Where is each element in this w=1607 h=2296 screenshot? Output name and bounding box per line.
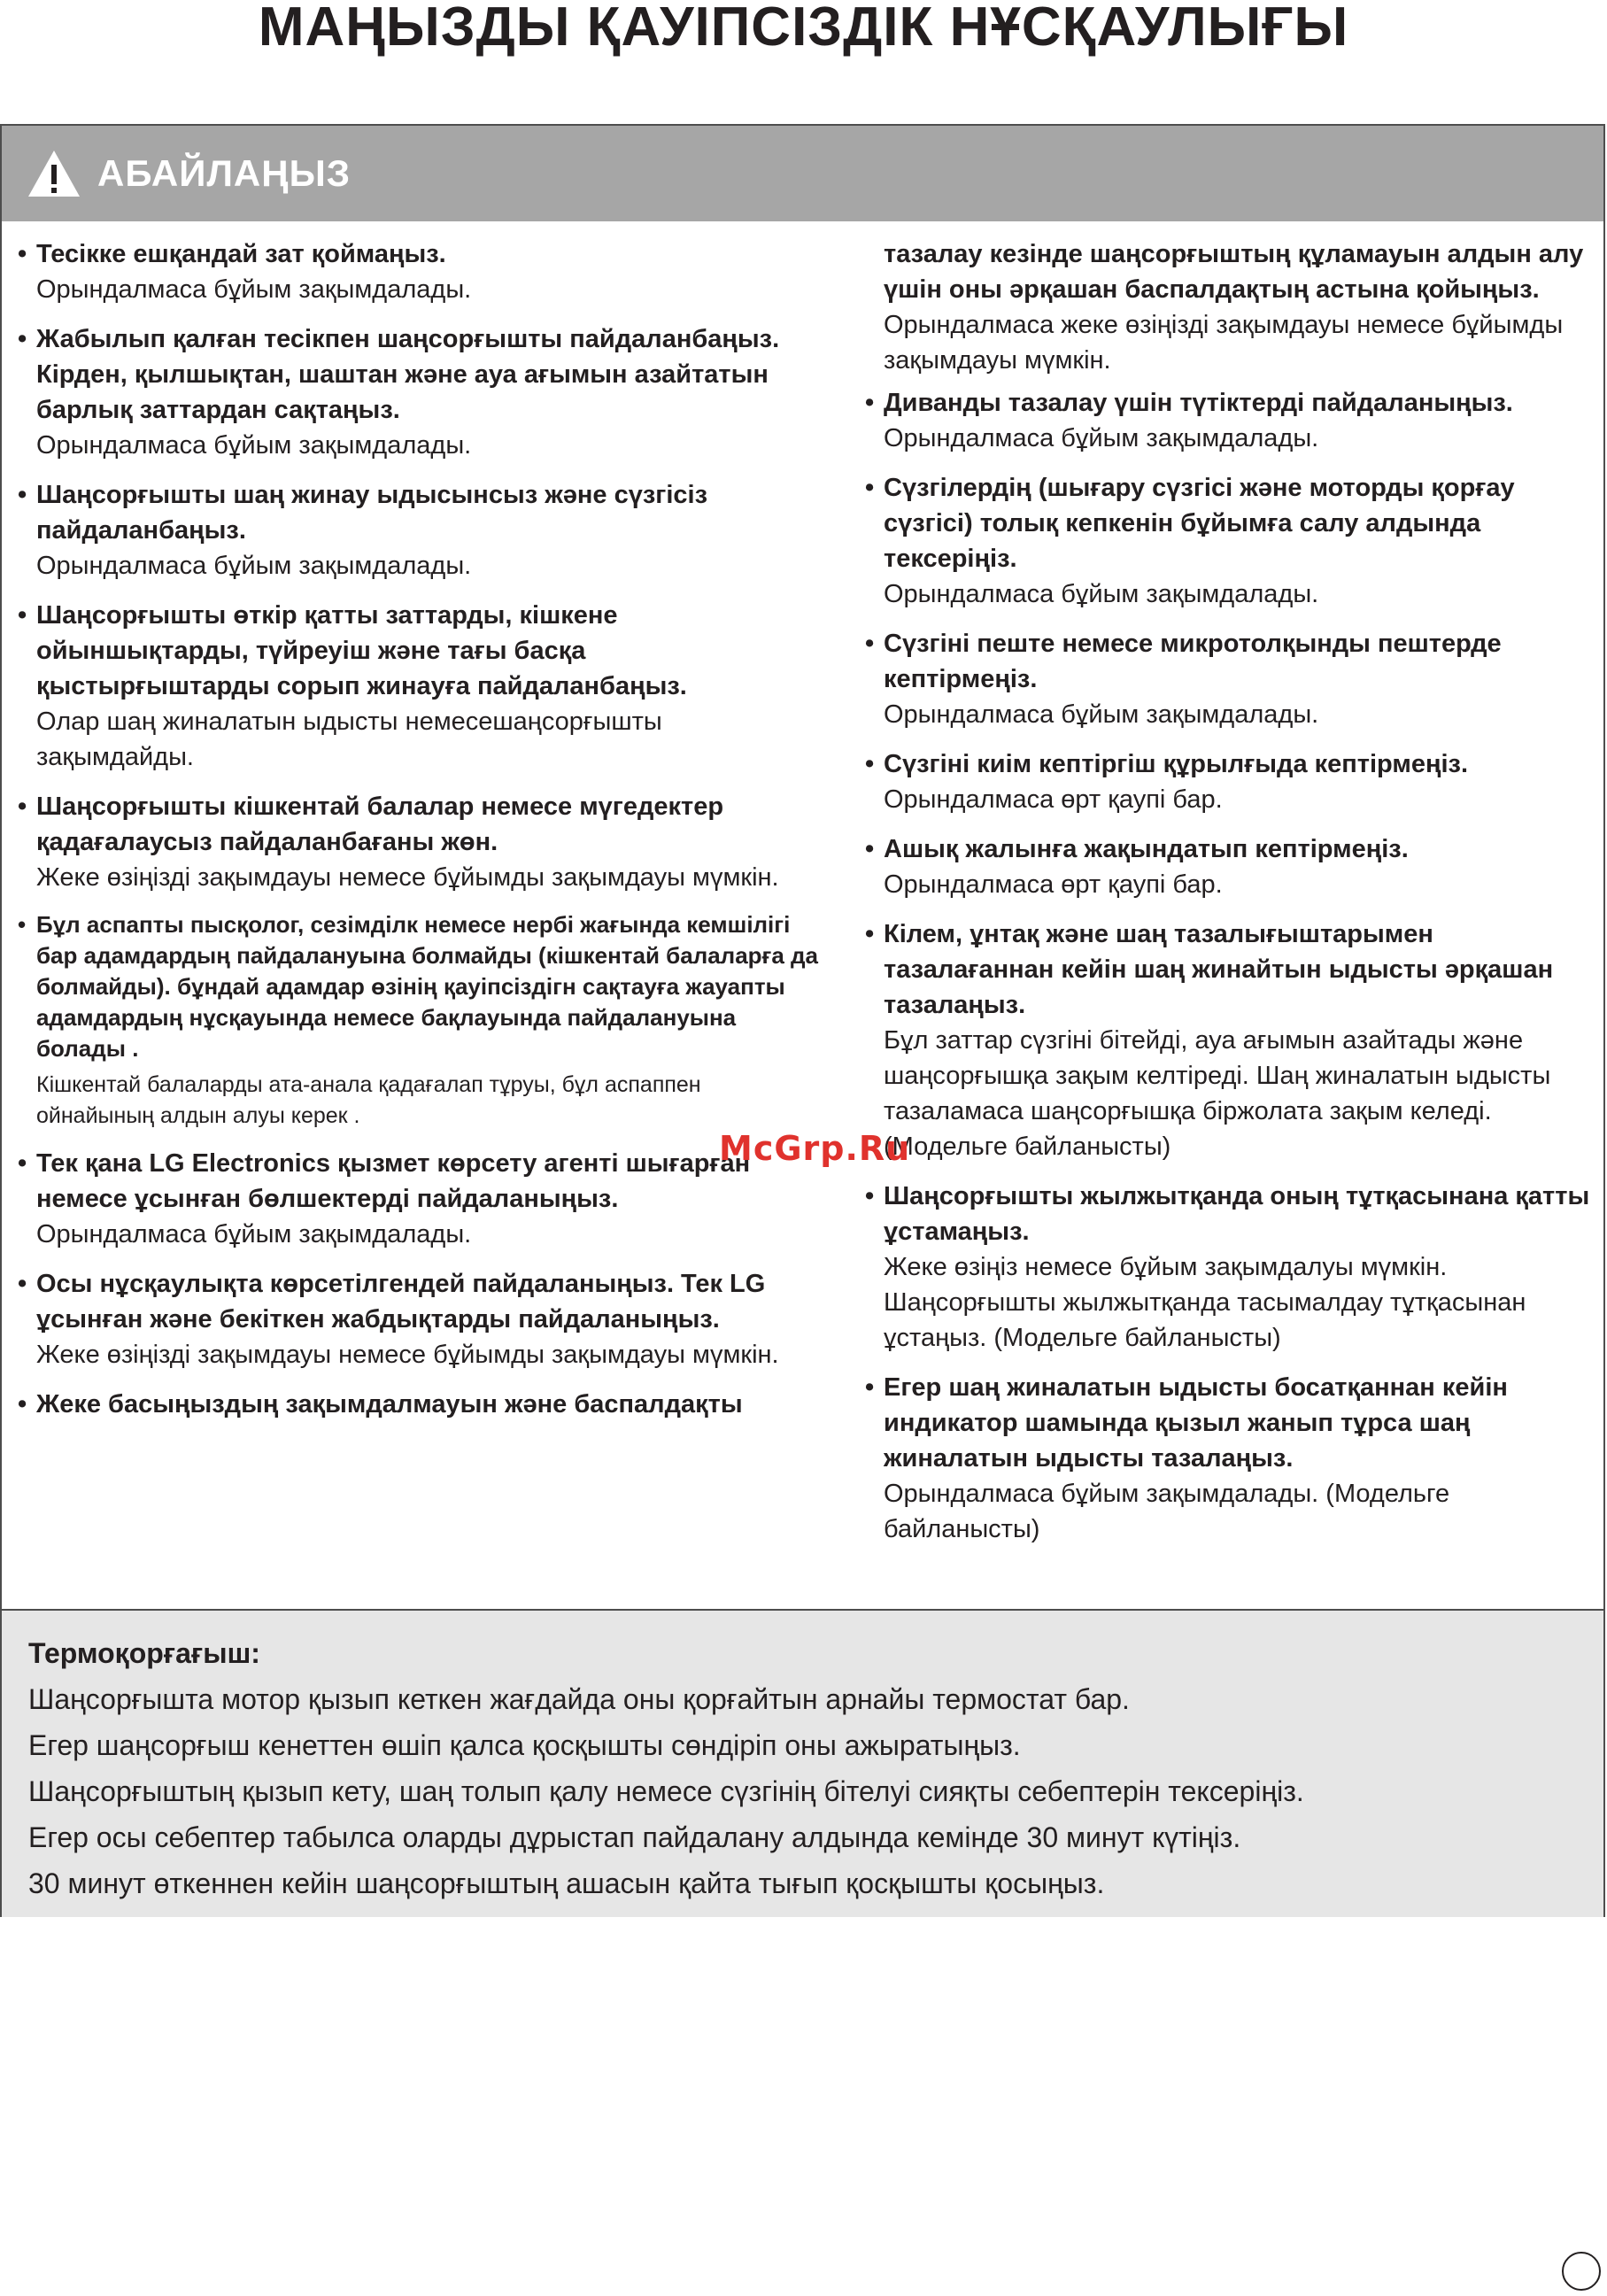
bullet: • bbox=[865, 920, 875, 948]
item-title: Кілем, ұнтақ және шаң тазалығыштарымен тазалағаннан кейін шаң жинайтын ыдысты әрқашан тазалаңыз. bbox=[884, 920, 1554, 1019]
bullet: • bbox=[18, 325, 27, 353]
bullet: • bbox=[18, 1149, 27, 1178]
item-desc: Орындалмаса бұйым зақымдалады. (Модельге байланысты) bbox=[884, 1480, 1450, 1543]
page-title: МАҢЫЗДЫ ҚАУІПСІЗДІК НҰСҚАУЛЫҒЫ bbox=[258, 0, 1349, 58]
item-desc: Бұл заттар сүзгіні бітейді, ауа ағымын азайтады және шаңсорғышқа зақым келтіреді. Шаң жиналатын ыдысты тазаламаса шаңсорғышқа біржолата зақым келеді. (Модельге байланысты) bbox=[884, 1026, 1551, 1161]
list-item bbox=[865, 385, 1600, 456]
list-item bbox=[18, 236, 819, 307]
bullet: • bbox=[18, 1390, 27, 1419]
list-item bbox=[18, 1387, 819, 1422]
bullet: • bbox=[18, 1270, 27, 1298]
item-title: Сүзгілердің (шығару сүзгісі және моторды қорғау сүзгісі) толық кепкенін бұйымға салу алдында тексеріңіз. bbox=[884, 474, 1515, 573]
bullet: • bbox=[18, 911, 27, 938]
warning-frame bbox=[0, 124, 1605, 1917]
continued-item bbox=[865, 236, 1600, 378]
item-title: Сүзгіні пеште немесе микротолқынды пештерде кептірмеңіз. bbox=[884, 630, 1502, 693]
item-desc: Орындалмаса өрт қаупі бар. bbox=[884, 870, 1223, 899]
warning-header bbox=[2, 126, 1603, 221]
thermo-line: 30 минут өткеннен кейін шаңсорғыштың ашасын қайта тығып қосқышты қосыңыз. bbox=[28, 1867, 1105, 1899]
list-item bbox=[18, 1146, 819, 1252]
list-item bbox=[18, 477, 819, 584]
item-title: Диванды тазалау үшін түтіктерді пайдаланыңыз. bbox=[884, 389, 1513, 417]
item-desc: Орындалмаса жеке өзіңізді зақымдауы немесе бұйымды зақымдауы мүмкін. bbox=[884, 311, 1564, 375]
item-desc: Орындалмаса бұйым зақымдалады. bbox=[36, 275, 472, 304]
bullet: • bbox=[865, 1182, 875, 1210]
list-item bbox=[865, 626, 1600, 732]
item-title: Ашық жалынға жақындатып кептірмеңіз. bbox=[884, 835, 1409, 863]
item-title: тазалау кезінде шаңсорғыштың құламауын алдын алу үшін оны әрқашан баспалдақтың астына қойыңыз. bbox=[884, 240, 1584, 304]
item-title: Тек қана LG Electronics қызмет көрсету агенті шығарған немесе ұсынған бөлшектерді пайдаланыңыз. bbox=[36, 1149, 751, 1213]
page-number-circle bbox=[1562, 2252, 1601, 2291]
thermo-line: Шаңсорғыштың қызып кету, шаң толып қалу немесе сүзгінің бітелуі сияқты себептерін тексеріңіз. bbox=[28, 1775, 1304, 1807]
item-title: Шаңсорғышты кішкентай балалар немесе мүгедектер қадағалаусыз пайдаланбағаны жөн. bbox=[36, 792, 724, 856]
thermo-line: Егер осы себептер табылса оларды дұрыстап пайдалану алдында кемінде 30 минут күтіңіз. bbox=[28, 1821, 1241, 1853]
bullet: • bbox=[18, 481, 27, 509]
list-item bbox=[865, 831, 1600, 902]
bullet: • bbox=[865, 630, 875, 658]
item-desc: Орындалмаса бұйым зақымдалады. bbox=[36, 552, 472, 580]
thermo-title: Термоқорғағыш: bbox=[28, 1637, 260, 1669]
item-desc: Орындалмаса бұйым зақымдалады. bbox=[36, 1220, 472, 1248]
list-item bbox=[18, 321, 819, 463]
thermo-protector-box bbox=[2, 1609, 1603, 1917]
item-title: Жабылып қалған тесікпен шаңсорғышты пайдаланбаңыз. Кірден, қылшықтан, шаштан және ауа ағымын азайтатын барлық заттардан сақтаңыз. bbox=[36, 325, 780, 424]
item-desc: Жеке өзіңізді зақымдауы немесе бұйымды зақымдауы мүмкін. bbox=[36, 863, 779, 892]
item-desc: Орындалмаса бұйым зақымдалады. bbox=[884, 580, 1319, 608]
item-title: Сүзгіні киім кептіргіш құрылғыда кептірмеңіз. bbox=[884, 750, 1469, 778]
item-title: Осы нұсқаулықта көрсетілгендей пайдаланыңыз. Тек LG ұсынған және бекіткен жабдықтарды пайдаланыңыз. bbox=[36, 1270, 766, 1334]
item-title: Шаңсорғышты өткір қатты заттарды, кішкене ойыншықтарды, түйреуіш және тағы басқа қыстырғыштарды сорып жинауға пайдаланбаңыз. bbox=[36, 601, 687, 700]
item-title: Егер шаң жиналатын ыдысты босатқаннан кейін индикатор шамында қызыл жанып тұрса шаң жиналатын ыдысты тазалаңыз. bbox=[884, 1373, 1508, 1473]
watermark: McGrp.Ru bbox=[719, 1129, 911, 1168]
item-title: Бұл аспапты пысқолог, сезімділк немесе нербі жағында кемшілігі бар адамдардың пайдалануына болмайды (кішкентай балаларға да болмайды). бұндай адамдар өзінің қауіпсіздігн сақтауға жауапты адамдардың нұсқауында немесе бақлауында пайдалануына болады . bbox=[36, 911, 819, 1062]
list-item bbox=[865, 1370, 1600, 1547]
warning-triangle-icon bbox=[27, 149, 81, 198]
list-item bbox=[865, 916, 1600, 1164]
list-item bbox=[865, 746, 1600, 817]
bullet: • bbox=[18, 240, 27, 268]
item-desc: Орындалмаса бұйым зақымдалады. bbox=[884, 424, 1319, 452]
list-item bbox=[18, 598, 819, 775]
item-desc: Орындалмаса бұйым зақымдалады. bbox=[36, 431, 472, 460]
item-desc: Жеке өзіңізді зақымдауы немесе бұйымды зақымдауы мүмкін. bbox=[36, 1341, 779, 1369]
thermo-line: Егер шаңсорғыш кенеттен өшіп қалса қосқышты сөндіріп оны ажыратыңыз. bbox=[28, 1729, 1021, 1761]
list-item bbox=[18, 1266, 819, 1372]
bullet: • bbox=[18, 792, 27, 821]
item-desc: Жеке өзіңіз немесе бұйым зақымдалуы мүмкін. Шаңсорғышты жылжытқанда тасымалдау тұтқасынан ұстаңыз. (Модельге байланысты) bbox=[884, 1253, 1526, 1352]
bullet: • bbox=[865, 389, 875, 417]
item-title: Тесікке ешқандай зат қоймаңыз. bbox=[36, 240, 446, 268]
item-desc: Олар шаң жиналатын ыдысты немесешаңсорғышты зақымдайды. bbox=[36, 707, 662, 771]
item-title: Шаңсорғышты шаң жинау ыдысынсыз және сүзгісіз пайдаланбаңыз. bbox=[36, 481, 707, 545]
bullet: • bbox=[865, 1373, 875, 1402]
left-column bbox=[18, 236, 819, 1436]
thermo-line: Шаңсорғышта мотор қызып кеткен жағдайда оны қорғайтын арнайы термостат бар. bbox=[28, 1683, 1130, 1715]
bullet: • bbox=[865, 474, 875, 502]
bullet: • bbox=[865, 750, 875, 778]
item-desc: Орындалмаса өрт қаупі бар. bbox=[884, 785, 1223, 814]
item-title: Жеке басыңыздың зақымдалмауын және баспалдақты bbox=[36, 1390, 743, 1419]
list-item bbox=[18, 789, 819, 895]
bullet: • bbox=[865, 835, 875, 863]
bullet: • bbox=[18, 601, 27, 630]
list-item bbox=[865, 470, 1600, 612]
warning-title: АБАЙЛАҢЫЗ bbox=[97, 152, 351, 194]
list-item bbox=[865, 1179, 1600, 1356]
item-desc: Кішкентай балаларды ата-анала қадағалап тұруы, бұл аспаппен ойнайының алдын алуы керек . bbox=[36, 1072, 701, 1128]
list-item bbox=[18, 909, 819, 1132]
item-title: Шаңсорғышты жылжытқанда оның тұтқасынана қатты ұстамаңыз. bbox=[884, 1182, 1590, 1246]
item-desc: Орындалмаса бұйым зақымдалады. bbox=[884, 700, 1319, 729]
right-column bbox=[865, 236, 1600, 1561]
